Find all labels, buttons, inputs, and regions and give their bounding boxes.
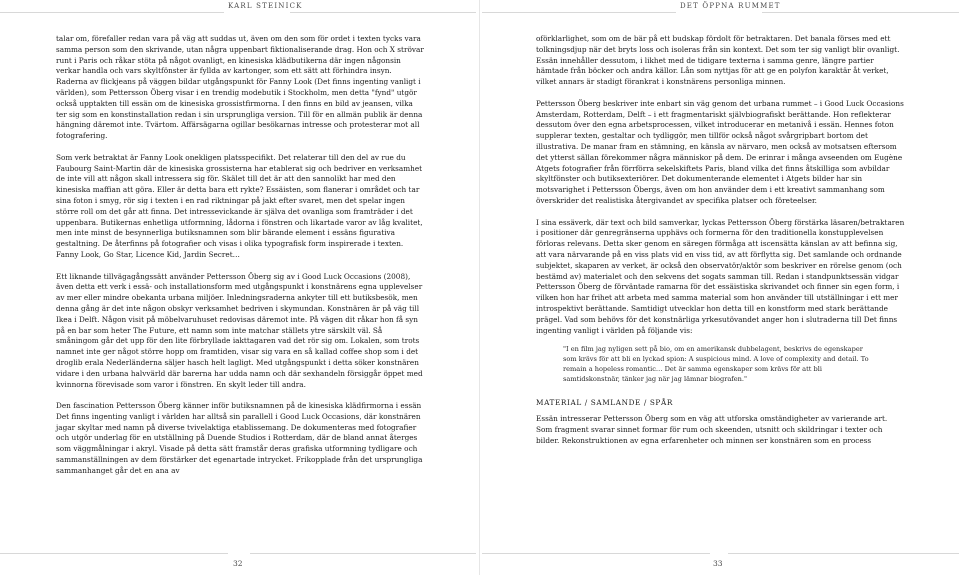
- paragraph: talar om, förefaller redan vara på väg att suddas ut, även om den som för ordet i texten tycks vara samma person som den skrivande, utan några uppenbart fiktionaliserande drag. Hon och X strövar runt i Paris och råkar stöta på något ovanligt, en kinesiska klädbutikerna där ingen någonsin verkar handla och vars skyltfönster är fyllda av kartonger, som ett sätt att förhindra insyn. Raderna av flickjeans på väggen bildar utgångspunkt för Fanny Look (Det finns ingenting vanligt i världen), som Pettersson Öberg visar i en trendig modebutik i Stockholm, men detta "fynd" utgör också upptakten till essän om de kinesiska grossistfirmorna. I den finns en bild av jeansen, vilka ter sig som en konstinstallation redan i sin ursprungliga version. Till för en allmän publik är denna hängning däremot inte. Tvärtom. Affärsägarna ogillar besökarnas intresse och protesterar mot all fotografering.: [56, 34, 424, 141]
- footer-rule-right-a: [482, 553, 710, 554]
- paragraph: Ett liknande tillvägagångssätt använder Pettersson Öberg sig av i Good Luck Occasions (2008), även detta ett verk i essä- och installationsform med utgångspunkt i konstnärens egna upplevelser av mer eller mindre obekanta urbana miljöer. Inledningsraderna ankyter till ett butiksbesök, men denna gång är det inte någon obskyr verksamhet bedriven i skymundan. Konstnären är på väg till Ikea i Delft. Någon visit på möbelvaruhuset redovisas däremot inte. På vägen dit råkar hon få syn på en bar som heter The Future, ett namn som inte matchar ställets ytre särskilt väl. Så småningom går det upp för den lite förbryllade iakttagaren vad det rör sig om. Lokalen, som trots namnet inte ger något större hopp om framtiden, visar sig vara en så kallad coffee shop som i det droglib erala Nederländerna säljer hasch helt lagligt. Med utgångspunkt i detta söker konstnären vidare i den urbana halvvärld där barerna har udda namn och där sexhandeln försiggår öppet med kvinnorna förevisade som varor i fönstren. En skylt leder till andra.: [56, 271, 423, 389]
- right-page: [536, 34, 905, 447]
- left-page-number: 32: [233, 559, 243, 568]
- footer-rule-left-a: [0, 553, 228, 554]
- book-spine: [479, 0, 480, 575]
- paragraph: Som verk betraktat är Fanny Look onekligen platsspecifikt. Det relaterar till den del av rue du Faubourg Saint-Martin där de kinesiska grossisterna har etablerat sig och bedriver en verksamhet de inte vill att någon skall intressera sig för. Skälet till det är att den sannolikt har med den kinesiska maffian att göra. Eller är detta bara ett rykte? Essäisten, som flanerar i området och tar sina foton i smyg, rör sig i texten i en rad riktningar på jakt efter svaret, men det spelar ingen större roll om det går att finna. Det intressevickande är själva det ovanliga som framträder i det uppenbara. Butikernas enhetliga utformning, lådorna i fönstren och likartade varor av låg kvalitet, men inte minst de besynnerliga butiksnamnen som blir bärande element i essäns figurativa gestaltning. De återfinns på fotografier och visas i olika typografisk form inspirerade i texten. Fanny Look, Go Star, Licence Kid, Jardin Secret…: [56, 152, 423, 259]
- left-page: [56, 34, 425, 477]
- header-rule-left-b: [290, 12, 476, 13]
- right-running-head: DET ÖPPNA RUMMET: [680, 2, 781, 10]
- paragraph: Den fascination Pettersson Öberg känner inför butiksnamnen på de kinesiska klädfirmorna i essän Det finns ingenting vanligt i världen har alltså sin parallell i Good Luck Occasions, där konstnären jagar skyltar med namn på diverse tvivelaktiga etablissemang. De dokumenteras med fotografier och utgör underlag för en utställning på Duende Studios i Rotterdam, där de bland annat återges som väggmålningar i akryl. Visade på detta sätt framstår deras grafiska utformning tydligare och sammanställningen av dem förstärker det egenartade intrycket. Frikopplade från det ursprungliga sammanhanget går det en ana av: [56, 401, 423, 475]
- block-quote: "I en film jag nyligen sett på bio, om en amerikansk dubbelagent, beskrivs de egenskaper som krävs för att bli en lyckad spion: A suspicious mind. A love of complexity and detail. To remain a hopeless romantic… Det är samma egenskaper som krävs för att bli samtidskonstnär, tänker jag när jag lämnar biografen.": [563, 345, 869, 384]
- left-running-head: KARL STEINICK: [228, 2, 303, 10]
- page-footer: [0, 553, 959, 575]
- paragraph: Pettersson Öberg beskriver inte enbart sin väg genom det urbana rummet – i Good Luck Occasions Amsterdam, Rotterdam, Delft – i ett fragmentariskt självbiografiskt berättande. Hon reflekterar dessutom över den egna arbetsprocessen, vilket introducerar en metanivå i essän. Hennes foton supplerar texten, gestaltar och tydliggör, men tillför också något svårgripbart bortom det illustrativa. De manar fram en stämning, en känsla av närvaro, men också av motsatsen eftersom det ytterst sällan förekommer några människor på dem. De erinrar i många avseenden om Eugène Atgets fotografier från förrförra sekelskiftets Paris, bland vilka det finns åtskilliga som avbildar skyltfönster och butiksexteriörer. Det dokumenterande elementet i Atgets bilder har sin motsvarighet i Pettersson Öbergs, även om hon använder dem i ett kreativt sammanhang som överskrider det realistiska återgivandet av specifika platser och företeelser.: [536, 98, 904, 205]
- footer-rule-right-b: [728, 553, 959, 554]
- right-page-number: 33: [713, 559, 723, 568]
- footer-rule-left-b: [250, 553, 476, 554]
- header-rule-left-a: [0, 12, 224, 13]
- paragraph: I sina essäverk, där text och bild samverkar, lyckas Pettersson Öberg förstärka läsaren/betraktaren i positioner där genregränserna upphävs och formerna för den traditionella konstupplevelsen förloras relevans. Detta sker genom en säregen förmåga att iscensätta känslan av att befinna sig, att vara närvarande på en viss plats vid en viss tid, av att förflytta sig. Det samlande och ordnande subjektet, skaparen av verket, är också den observatör/aktör som beskriver en rörelse genom (och bestämd av) materialet och den sekvens det sogats samman till. Redan i standpunktsessän vidgar Pettersson Öberg de förväntade ramarna för det essäistiska skrivandet och finner sin egen form, i vilken hon har frihet att arbeta med samma material som hon använder till utställningar i ett mer introspektivt berättande. Samtidigt utvecklar hon detta till en konstform med stark berättande prägel. Vad som behövs för det konstnärliga yrkesutövandet anger hon i slutraderna till Det finns ingenting vanligt i världen på följande vis:: [536, 217, 905, 335]
- section-heading: MATERIAL / SAMLANDE / SPÅR: [536, 398, 673, 408]
- paragraph: oförklarlighet, som om de bär på ett budskap fördolt för betraktaren. Det banala förses med ett tolkningsdjup när det bryts loss och isoleras från sin kontext. Det som ter sig vanligt blir ovanligt. Essän innehåller dessutom, i likhet med de tidigare texterna i samma genre, längre partier hämtade från böcker och andra källor. Lån som nyttjas för att ge en polyfon karaktär åt verket, vilket annars är stadigt förankrat i konstnärens personliga minnen.: [536, 34, 900, 87]
- header-rule-right-a: [482, 12, 676, 13]
- paragraph: Essän intresserar Pettersson Öberg som en väg att utforska omständigheter av varierande art. Som fragment svarar sinnet formar för rum och skeenden, utsnitt och skildringar i texter och bilder. Rekonstruktionen av egna erfarenheter och minnen ser konstnären som en process: [536, 414, 888, 445]
- header-rule-right-b: [762, 12, 959, 13]
